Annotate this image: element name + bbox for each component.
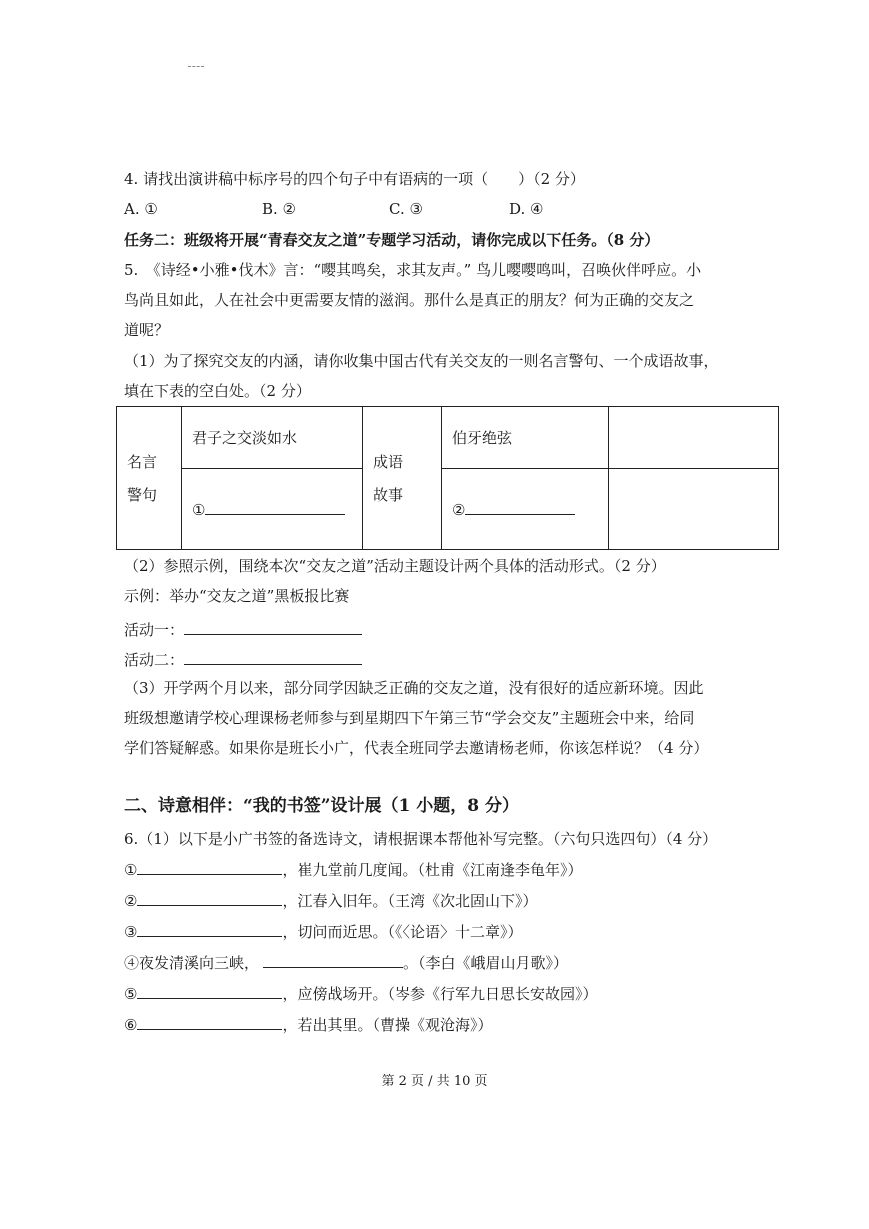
q5-part3-line-2: 班级想邀请学校心理课杨老师参与到星期四下午第三节“学会交友”主题班会中来，给同	[124, 709, 695, 727]
q5-part3-line-3: 学们答疑解惑。如果你是班长小广，代表全班同学去邀请杨老师，你该怎样说？（4 分）	[124, 739, 709, 757]
activity-1-row	[124, 620, 362, 640]
poem-item-suffix: ，江春入旧年。（王湾《次北固山下》）	[282, 892, 538, 910]
q5-part1-line-2: 填在下表的空白处。（2 分）	[124, 382, 311, 400]
poem-item-5	[124, 984, 597, 1004]
q5-part2: （2）参照示例，围绕本次“交友之道”活动主题设计两个具体的活动形式。（2 分）	[124, 557, 666, 575]
label-quote-2: 警句	[127, 486, 158, 504]
poem-blank-6[interactable]	[137, 1015, 282, 1030]
poem-item-number: ②	[124, 892, 138, 910]
q5-example: 示例：举办“交友之道”黑板报比赛	[124, 587, 350, 605]
quote-example: 君子之交淡如水	[192, 429, 298, 447]
poem-item-suffix: ，切问而近思。（《〈论语〉十二章》）	[282, 923, 523, 941]
poem-blank-3[interactable]	[137, 922, 282, 937]
poem-item-number: ③	[124, 923, 138, 941]
poem-blank-4[interactable]	[263, 953, 403, 968]
activity-2-blank[interactable]	[184, 650, 362, 665]
poem-item-1	[124, 860, 582, 880]
poem-item-suffix: ，应傍战场开。（岑参《行军九日思长安故园》）	[282, 985, 598, 1003]
label-idiom-2: 故事	[373, 486, 404, 504]
label-quote-1: 名言	[127, 453, 158, 471]
idiom-example-cell	[442, 407, 609, 469]
poem-item-6	[124, 1015, 492, 1035]
q4-option-d: D. ④	[509, 200, 544, 218]
scan-mark	[188, 66, 204, 69]
poem-blank-1[interactable]	[137, 860, 282, 875]
poem-item-number: ⑥	[124, 1016, 138, 1034]
label-idiom-1: 成语	[373, 453, 404, 471]
poem-item-2	[124, 891, 537, 911]
page-footer: 第 2 页 / 共 10 页	[381, 1074, 488, 1089]
poem-item-number: ⑤	[124, 985, 138, 1003]
quote-answer-blank[interactable]	[205, 500, 345, 515]
poem-item-suffix: ，崔九堂前几度闻。（杜甫《江南逢李龟年》）	[282, 861, 583, 879]
poem-blank-2[interactable]	[137, 891, 282, 906]
activity-1-blank[interactable]	[184, 620, 362, 635]
q4-option-a: A. ①	[124, 200, 158, 218]
empty-cell-bottom	[609, 469, 779, 550]
poem-blank-5[interactable]	[137, 984, 282, 999]
poem-item-suffix: ，若出其里。（曹操《观沧海》）	[282, 1016, 493, 1034]
empty-cell-top	[609, 407, 779, 469]
idiom-answer-blank[interactable]	[465, 500, 575, 515]
idiom-blank-number: ②	[452, 500, 466, 519]
q5-line-3: 道呢？	[124, 321, 170, 339]
quote-blank-number: ①	[192, 500, 206, 519]
task2-title: 任务二：班级将开展“青春交友之道”专题学习活动，请你完成以下任务。（8 分）	[124, 231, 660, 249]
q5-line-1: 5. 《诗经•小雅•伐木》言：“嘤其鸣矣，求其友声。” 鸟儿嘤嘤鸣叫，召唤伙伴呼应。小	[124, 261, 702, 279]
idiom-blank-cell[interactable]	[442, 469, 609, 550]
q4-option-c: C. ③	[389, 200, 423, 218]
section2-title: 二、诗意相伴：“我的书签”设计展（1 小题，8 分）	[124, 796, 520, 816]
idiom-example: 伯牙绝弦	[452, 429, 513, 447]
poem-item-number: ④	[124, 954, 140, 972]
poem-item-4	[124, 953, 568, 973]
quote-blank-cell[interactable]	[182, 469, 363, 550]
q4-option-b: B. ②	[262, 200, 297, 218]
activity-2-row	[124, 650, 362, 670]
label-idiom-cell	[363, 407, 442, 550]
quote-example-cell	[182, 407, 363, 469]
poem-item-number: ①	[124, 861, 138, 879]
q4-stem: 4. 请找出演讲稿中标序号的四个句子中有语病的一项（ ）（2 分）	[124, 170, 585, 188]
poem-item-3	[124, 922, 522, 942]
q5-part1-line-1: （1）为了探究交友的内涵，请你收集中国古代有关交友的一则名言警句、一个成语故事，	[124, 352, 719, 370]
q5-part3-line-1: （3）开学两个月以来，部分同学因缺乏正确的交友之道，没有很好的适应新环境。因此	[124, 679, 704, 697]
poem-item-suffix: 。（李白《峨眉山月歌》）	[403, 954, 569, 972]
activity-2-label: 活动二：	[124, 651, 185, 669]
friendship-table	[116, 406, 779, 550]
q6-stem: 6.（1）以下是小广书签的备选诗文，请根据课本帮他补写完整。（六句只选四句）（4 分）	[124, 830, 718, 848]
activity-1-label: 活动一：	[124, 621, 185, 639]
q5-line-2: 鸟尚且如此，人在社会中更需要友情的滋润。那什么是真正的朋友？何为正确的交友之	[124, 291, 695, 309]
label-quote-cell	[117, 407, 182, 550]
poem-item-prefix: 夜发清溪向三峡，	[139, 954, 260, 972]
